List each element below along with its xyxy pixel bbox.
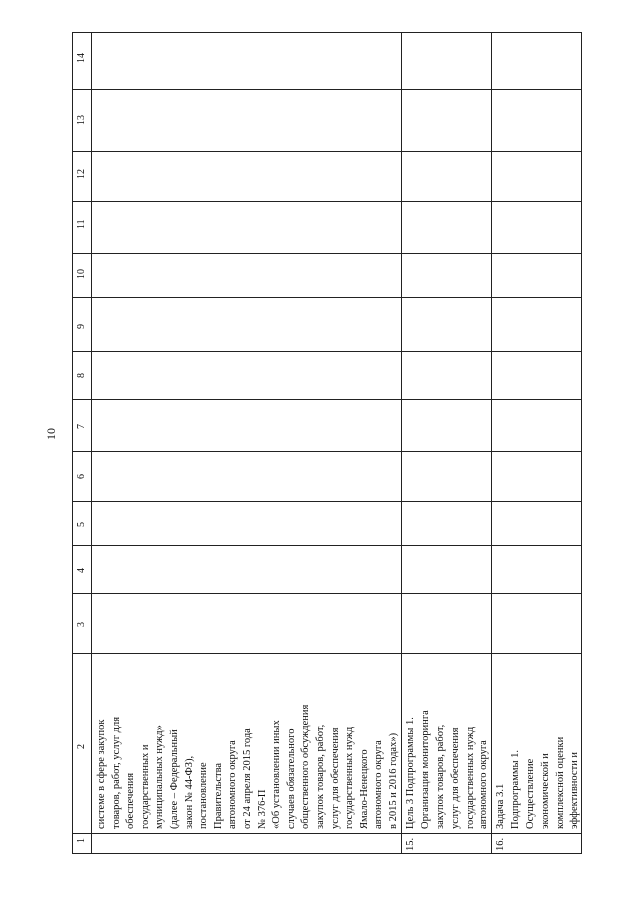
header-col-13: 13: [76, 115, 87, 125]
cell-text-line: автономного округа: [227, 740, 239, 829]
col-divider: [73, 297, 581, 298]
header-col-9: 9: [76, 324, 87, 329]
col-divider: [73, 451, 581, 452]
cell-text-line: Осуществление: [525, 758, 536, 829]
cell-text-line: Задача 3.1: [495, 783, 506, 829]
col-divider: [73, 833, 581, 834]
header-col-6: 6: [76, 474, 87, 479]
col-divider: [73, 151, 581, 152]
header-col-5: 5: [76, 522, 87, 527]
cell-text-line: закон № 44-ФЗ),: [183, 755, 195, 829]
data-table: [72, 32, 582, 854]
cell-text-line: «Об установлении иных: [271, 720, 283, 829]
cell-text-line: Подпрограммы 1.: [510, 749, 521, 829]
col-divider: [73, 253, 581, 254]
col-divider: [73, 593, 581, 594]
cell-text-line: постановление: [198, 762, 210, 829]
cell-text-line: экономической и: [540, 753, 551, 829]
col-divider: [73, 653, 581, 654]
cell-text-line: № 376-П: [256, 789, 268, 829]
cell-text-line: государственных и: [139, 744, 151, 829]
cell-text-line: государственных нужд: [465, 726, 476, 829]
header-col-10: 10: [76, 269, 87, 279]
cell-text-line: общественного обсуждения: [300, 704, 312, 829]
header-col-2: 2: [76, 744, 87, 749]
cell-text-line: муниципальных нужд»: [154, 725, 166, 829]
col-divider: [73, 351, 581, 352]
cell-text-line: автономного округа: [373, 740, 385, 829]
header-divider: [91, 33, 92, 853]
page-number: 10: [44, 428, 58, 440]
header-col-1: 1: [76, 838, 87, 843]
cell-text-line: Ямало-Ненецкого: [358, 749, 370, 829]
cell-text-line: эффективности и: [569, 751, 580, 829]
cell-text-line: товаров, работ, услуг для: [110, 716, 122, 829]
row-number: 15.: [405, 837, 416, 851]
header-col-14: 14: [76, 53, 87, 63]
cell-text-line: системе в сфере закупок: [96, 719, 107, 829]
cell-text-line: Цель 3 Подпрограммы 1.: [405, 717, 416, 829]
header-col-3: 3: [76, 622, 87, 627]
cell-text-line: комплексной оценки: [555, 736, 566, 829]
header-col-12: 12: [76, 169, 87, 179]
cell-text-line: закупок товаров, работ,: [435, 724, 446, 829]
col-divider: [73, 399, 581, 400]
cell-text-line: Правительства: [212, 762, 224, 829]
cell-text-line: (далее – Федеральный: [169, 729, 180, 829]
col-divider: [73, 201, 581, 202]
col-divider: [73, 501, 581, 502]
col-divider: [73, 89, 581, 90]
header-col-11: 11: [76, 219, 87, 229]
cell-text-line: обеспечения: [125, 772, 137, 829]
header-col-7: 7: [76, 424, 87, 429]
cell-text-line: случаев обязательного: [285, 728, 297, 829]
cell-text-line: закупок товаров, работ,: [315, 724, 326, 829]
header-col-8: 8: [76, 373, 87, 378]
cell-text-line: Организация мониторинга: [420, 710, 431, 829]
col-divider: [73, 545, 581, 546]
cell-text-line: услуг для обеспечения: [450, 727, 461, 829]
cell-text-line: от 24 апреля 2015 года: [242, 728, 253, 829]
header-col-4: 4: [76, 568, 87, 573]
row-divider: [491, 33, 492, 853]
row-divider: [401, 33, 402, 853]
cell-text-line: в 2015 и 2016 годах»): [388, 732, 399, 829]
cell-text-line: автономного округа: [478, 740, 489, 829]
cell-text-line: услуг для обеспечения: [329, 727, 341, 829]
cell-text-line: государственных нужд: [344, 726, 356, 829]
row-number: 16.: [495, 837, 506, 851]
